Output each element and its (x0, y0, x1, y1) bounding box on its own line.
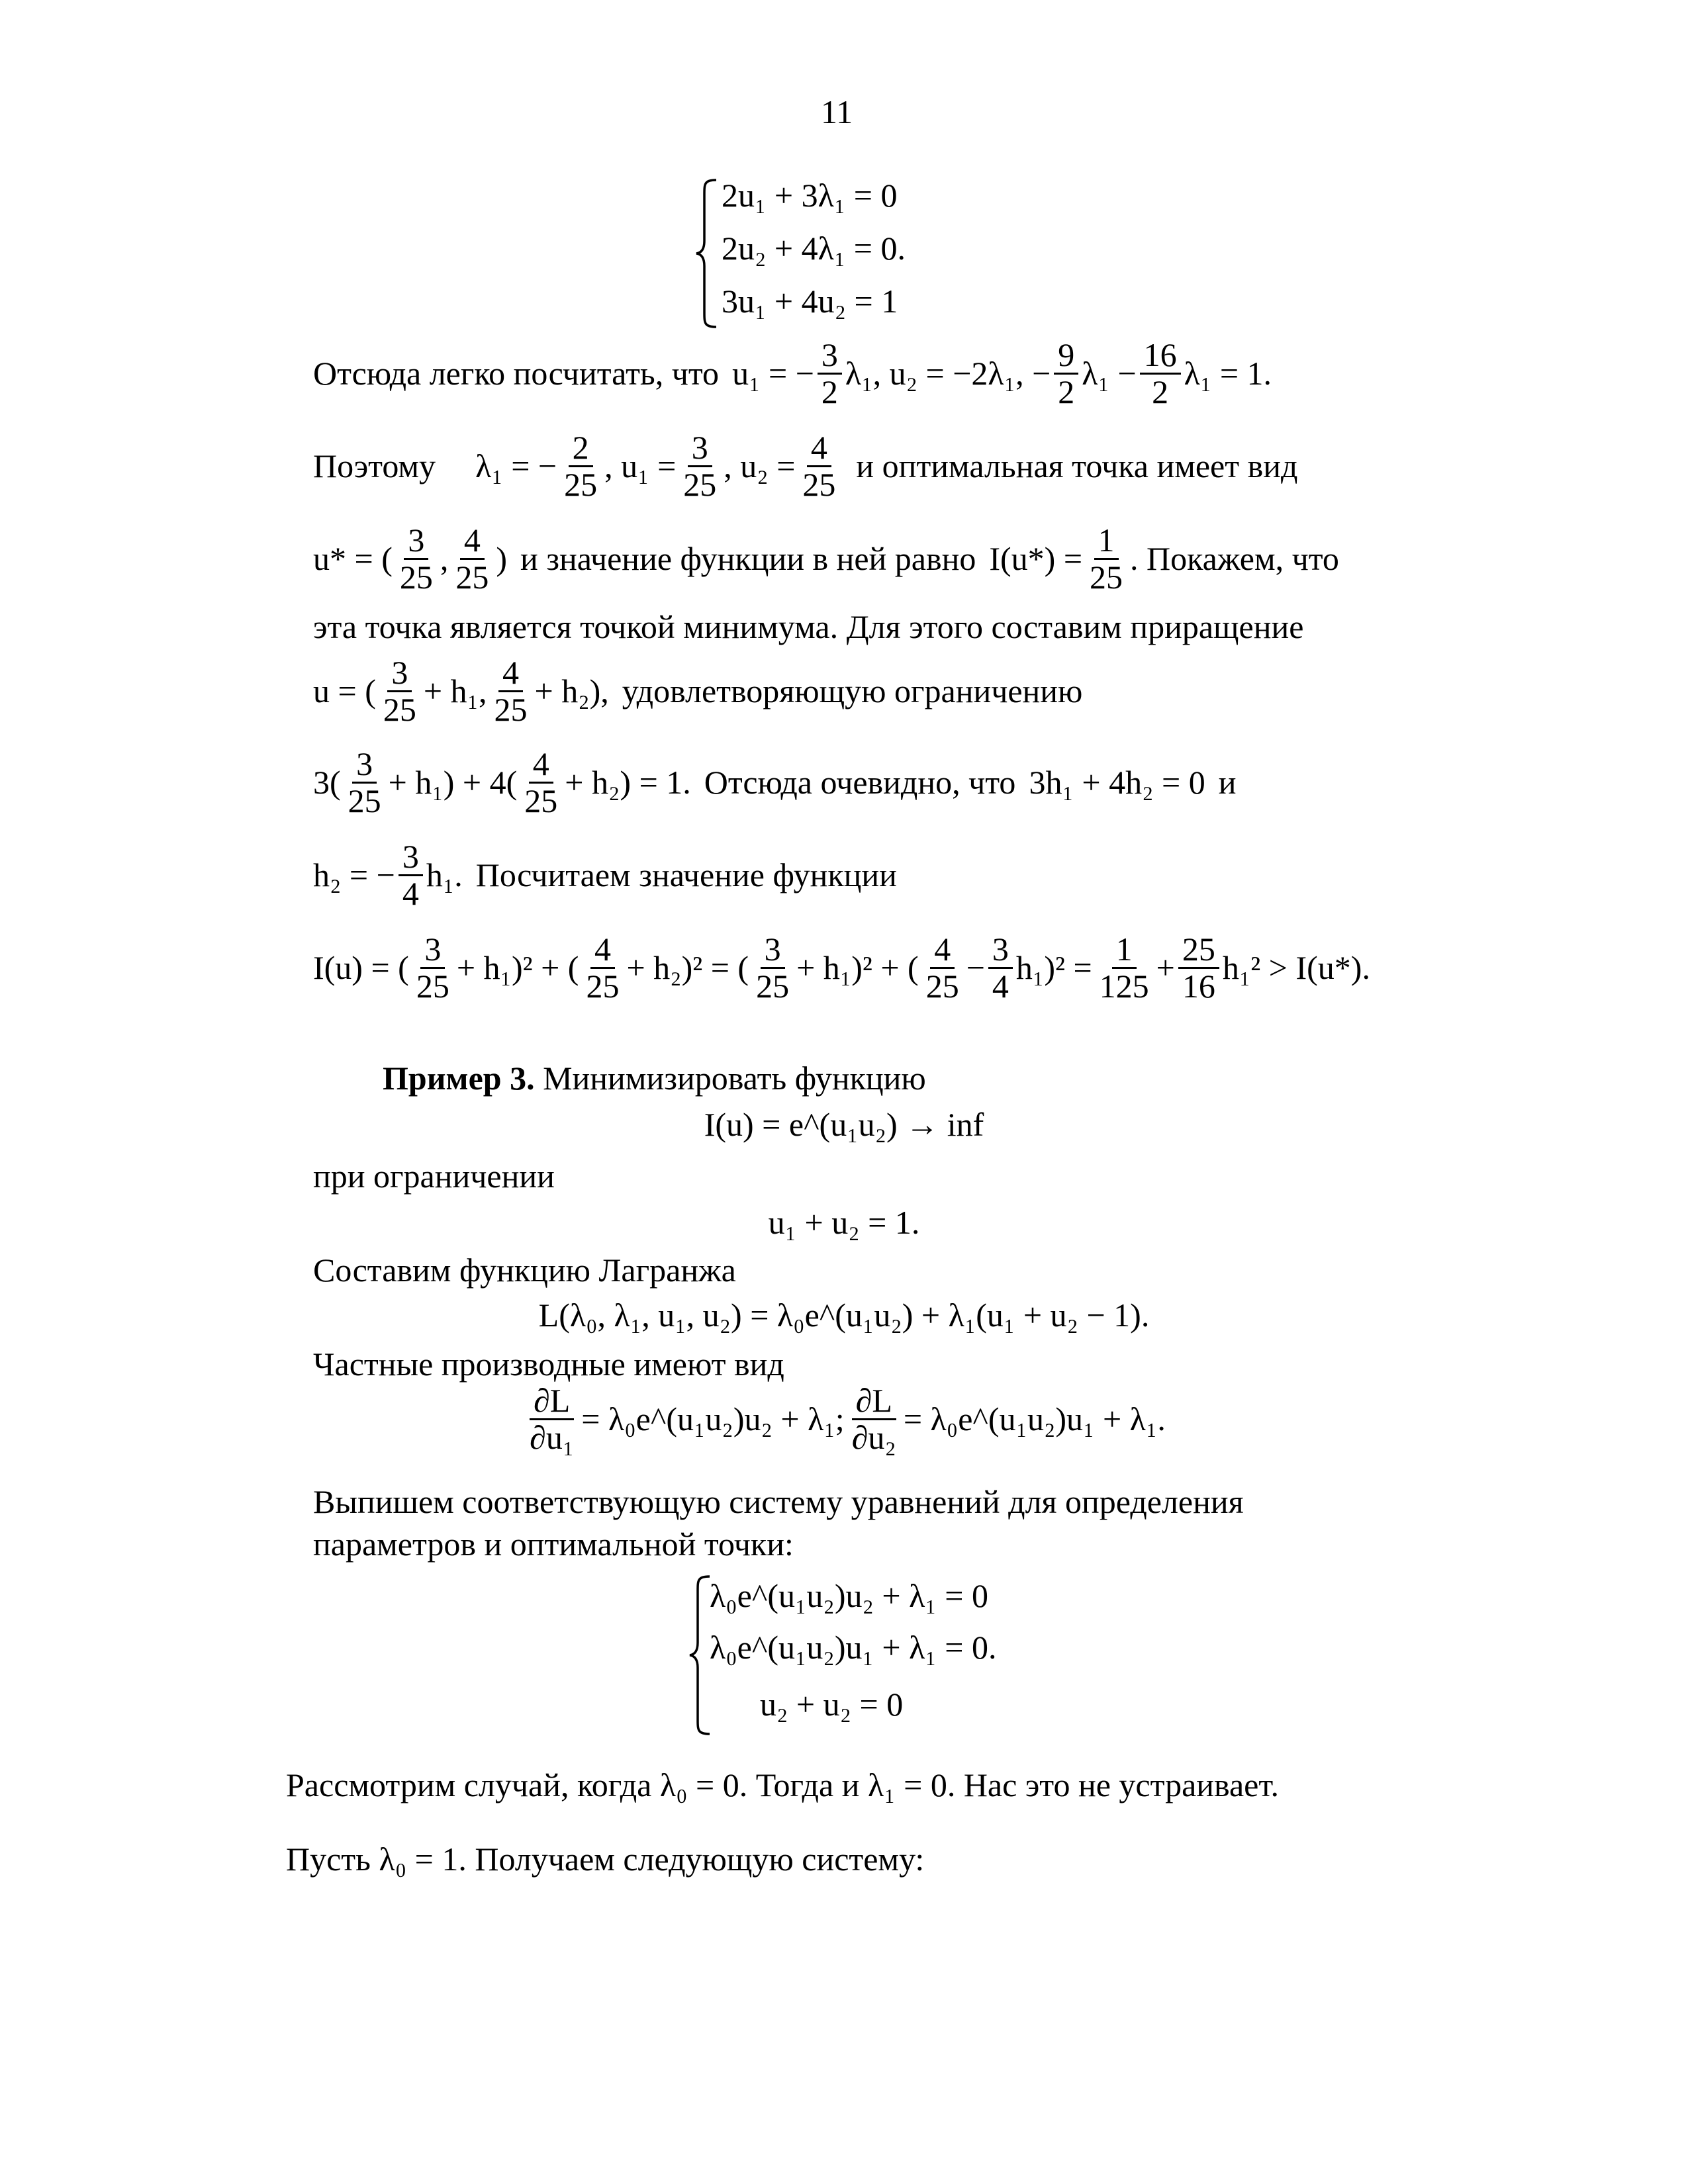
paragraph-lambda-values (313, 430, 1297, 502)
math: − (966, 948, 985, 986)
math: + h₁)² + ( (796, 948, 919, 986)
math: ) (496, 539, 508, 577)
lagrange-formula: L(λ₀, λ₁, u₁, u₂) = λ₀e^(u₁u₂) + λ₁(u₁ + u₂ − 1). (538, 1297, 1150, 1334)
math: h₁² > I(u*). (1222, 948, 1370, 986)
math: + h₂)² = ( (626, 948, 749, 986)
fraction: $\frac{3}{4}$ (988, 932, 1013, 1003)
math: + h₁, (423, 672, 487, 709)
math: + h₁)² + ( (456, 948, 579, 986)
fraction: 3 25 (383, 654, 416, 728)
math: λ₁, u₂ = −2λ₁, − (845, 354, 1051, 392)
text: и оптимальная точка имеет вид (856, 447, 1298, 484)
example-text: Минимизировать функцию (543, 1060, 926, 1097)
example-title: Пример 3. (383, 1060, 535, 1097)
fraction: $\frac{\partial L}{\text{∂u₂}}$ (851, 1382, 896, 1456)
example-formula: I(u) = e^(u₁u₂) → inf (704, 1106, 984, 1143)
derivatives-formula (0, 1383, 1688, 1455)
math: + h₂), (534, 672, 609, 709)
system-intro-line-2: параметров и оптимальной точки: (313, 1525, 794, 1563)
fraction: 3 25 (399, 522, 433, 596)
system-1-equation-3: 3u₁ + 4u₂ = 1 (722, 283, 898, 320)
system-2-equation-3: u₂ + u₂ = 0 (760, 1686, 904, 1723)
paragraph-solution-u (313, 338, 1272, 409)
text: Отсюда легко посчитать, что (313, 354, 720, 392)
fraction: 4 25 (586, 931, 620, 1005)
fraction: 3 25 (416, 931, 449, 1005)
constraint-intro: при ограничении (313, 1158, 555, 1195)
system-2-equation-2: λ₀e^(u₁u₂)u₁ + λ₁ = 0. (710, 1629, 997, 1666)
math: u = ( (313, 672, 376, 709)
math: = λ₀e^(u₁u₂)u₂ + λ₁; (581, 1400, 845, 1437)
math: I(u*) = (989, 539, 1083, 577)
fraction: $\frac{1}{125}$ (1099, 931, 1149, 1005)
math: u₁ = − (732, 354, 814, 392)
math: = λ₀e^(u₁u₂)u₁ + λ₁. (903, 1400, 1166, 1437)
math: λ₁ = − (475, 447, 557, 484)
page-number: 11 (821, 93, 853, 130)
fraction: 3 25 (348, 745, 381, 819)
system-1-equation-2: 2u₂ + 4λ₁ = 0. (722, 230, 906, 267)
system-intro-line-1: Выпишем соответствующую систему уравнений для определения (313, 1483, 1244, 1520)
text: Отсюда очевидно, что (704, 763, 1016, 801)
fraction: $\frac{16}{2}$ (1140, 338, 1181, 409)
system-1-equation-1: 2u₁ + 3λ₁ = 0 (722, 177, 898, 214)
lagrange-intro: Составим функцию Лагранжа (313, 1251, 736, 1289)
fraction: 4 25 (455, 522, 489, 596)
math: h₁)² = (1015, 948, 1092, 986)
math: , u₂ = (724, 447, 796, 484)
paragraph-h2 (313, 839, 897, 911)
math: , u₁ = (604, 447, 677, 484)
math: u* = ( (313, 539, 393, 577)
fraction: $\frac{1}{25}$ (1090, 522, 1123, 596)
fraction: 4 25 (494, 654, 528, 728)
example-heading-line (383, 1059, 926, 1097)
fraction: $\frac{9}{2}$ (1054, 338, 1078, 409)
fraction: $\frac{3}{25}$ (683, 429, 717, 503)
math: h₁. (426, 856, 463, 893)
fraction: 4 25 (524, 745, 558, 819)
fraction: $\frac{\partial L}{\text{∂u₁}}$ (530, 1382, 575, 1456)
text: Посчитаем значение функции (475, 856, 897, 893)
fraction: $\frac{25}{16}$ (1178, 932, 1219, 1003)
fraction: $\frac{3}{2}$ (818, 338, 842, 409)
math: + h₂) = 1. (565, 763, 691, 801)
system-2-equation-1: λ₀e^(u₁u₂)u₂ + λ₁ = 0 (710, 1577, 988, 1614)
text: и значение функции в ней равно (520, 539, 976, 577)
case-lambda0-one: Пусть λ₀ = 1. Получаем следующую систему: (286, 1841, 925, 1878)
paragraph-function-value (313, 932, 1370, 1003)
math: 3h₁ + 4h₂ = 0 (1029, 763, 1205, 801)
math: λ₁ = 1. (1184, 354, 1272, 392)
paragraph-minimum: эта точка является точкой минимума. Для этого составим приращение (313, 608, 1304, 645)
math: λ₁ − (1082, 354, 1137, 392)
left-brace-icon (694, 177, 720, 330)
paragraph-constraint-check (313, 747, 1236, 818)
text: удовлетворяющую ограничению (622, 672, 1083, 709)
math: + (1156, 948, 1175, 986)
fraction: 3 25 (756, 931, 790, 1005)
constraint-formula: u₁ + u₂ = 1. (768, 1204, 920, 1241)
case-lambda0-zero: Рассмотрим случай, когда λ₀ = 0. Тогда и λ₁ = 0. Нас это не устраивает. (286, 1766, 1279, 1803)
math: h₂ = − (313, 856, 395, 893)
fraction: 4 25 (925, 931, 959, 1005)
paragraph-increment (313, 655, 1082, 727)
math: I(u) = ( (313, 948, 409, 986)
fraction: $\frac{2}{25}$ (564, 429, 598, 503)
math: + h₁) + 4( (388, 763, 518, 801)
text: и (1218, 763, 1237, 801)
math: , (440, 539, 449, 577)
text: Поэтому (313, 447, 436, 484)
fraction: $\frac{4}{25}$ (802, 429, 836, 503)
text: . Покажем, что (1130, 539, 1339, 577)
paragraph-optimal-point (313, 523, 1339, 594)
derivatives-intro: Частные производные имеют вид (313, 1345, 784, 1383)
fraction: $\frac{3}{4}$ (399, 839, 423, 911)
math: 3( (313, 763, 341, 801)
